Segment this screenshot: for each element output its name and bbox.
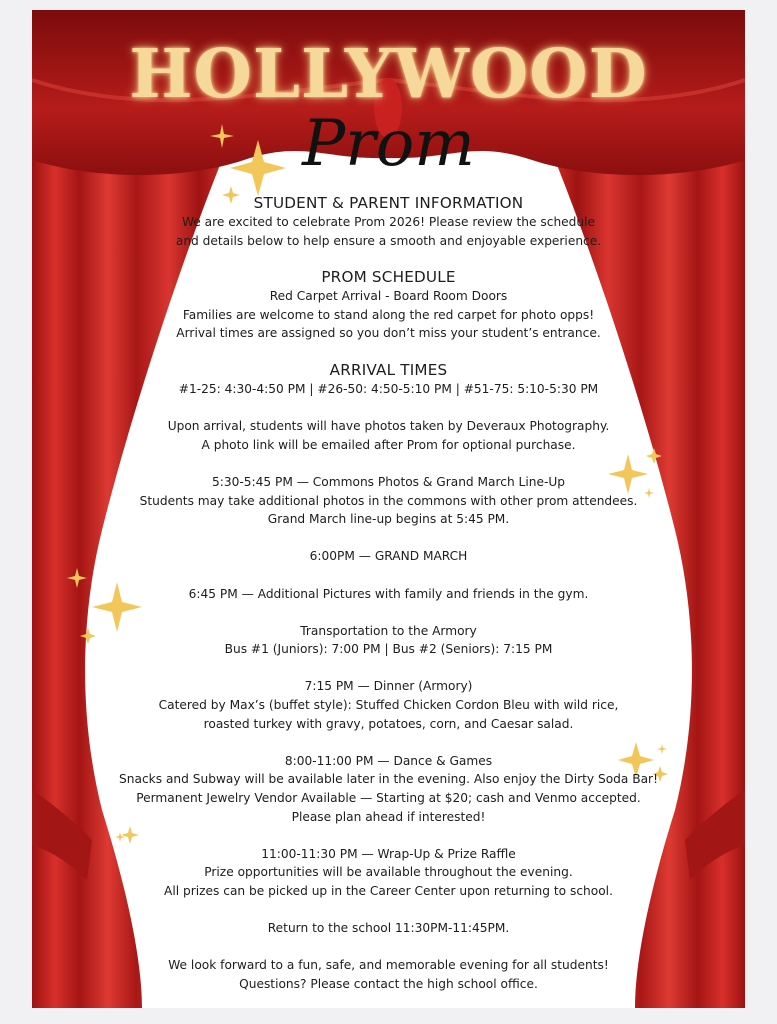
schedule-heading: PROM SCHEDULE bbox=[321, 268, 456, 287]
arrival-heading: ARRIVAL TIMES bbox=[329, 360, 448, 379]
info-line: We are excited to celebrate Prom 2026! Please review the schedule bbox=[181, 215, 596, 229]
info-heading: STUDENT & PARENT INFORMATION bbox=[253, 194, 524, 212]
commons-photos-line: Grand March line-up begins at 5:45 PM. bbox=[267, 512, 510, 527]
arrival-photo-note: Upon arrival, students will have photos taken by Deveraux Photography. bbox=[167, 419, 610, 434]
dance-line: Please plan ahead if interested! bbox=[291, 809, 486, 824]
commons-photos-title: 5:30-5:45 PM — Commons Photos & Grand March Line-Up bbox=[211, 474, 566, 489]
transportation-title: Transportation to the Armory bbox=[300, 623, 477, 638]
info-line: and details below to help ensure a smooth and enjoyable experience. bbox=[175, 233, 602, 248]
return-time: Return to the school 11:30PM-11:45PM. bbox=[267, 921, 510, 936]
additional-pictures: 6:45 PM — Additional Pictures with family and friends in the gym. bbox=[188, 586, 589, 601]
raffle-line: Prize opportunities will be available throughout the evening. bbox=[204, 865, 573, 880]
grand-march: 6:00PM — GRAND MARCH bbox=[309, 549, 468, 564]
raffle-line: All prizes can be picked up in the Career Center upon returning to school. bbox=[164, 884, 613, 898]
transportation-line: Bus #1 (Juniors): 7:00 PM | Bus #2 (Seniors): 7:15 PM bbox=[224, 642, 553, 657]
flyer-body bbox=[92, 193, 685, 994]
commons-photos-line: Students may take additional photos in the commons with other prom attendees. bbox=[139, 493, 638, 508]
prom-flyer bbox=[32, 10, 745, 1008]
dance-line: Permanent Jewelry Vendor Available — Starting at $20; cash and Venmo accepted. bbox=[136, 791, 641, 806]
closing-line: Questions? Please contact the high school office. bbox=[239, 976, 538, 991]
schedule-line: Red Carpet Arrival - Board Room Doors bbox=[269, 289, 508, 304]
schedule-line: Arrival times are assigned so you don’t miss your student’s entrance. bbox=[176, 326, 601, 341]
poster-subtitle: Prom bbox=[302, 107, 475, 181]
poster-title: HOLLYWOOD bbox=[129, 34, 648, 113]
dinner-title: 7:15 PM — Dinner (Armory) bbox=[304, 679, 473, 694]
dance-line: Snacks and Subway will be available later in the evening. Also enjoy the Dirty Soda Bar! bbox=[119, 772, 658, 787]
arrival-photo-note: A photo link will be emailed after Prom for optional purchase. bbox=[201, 437, 576, 452]
schedule-line: Families are welcome to stand along the red carpet for photo opps! bbox=[182, 307, 595, 322]
arrival-times: #1-25: 4:30-4:50 PM | #26-50: 4:50-5:10 PM | #51-75: 5:10-5:30 PM bbox=[178, 381, 599, 396]
dinner-line: roasted turkey with gravy, potatoes, corn, and Caesar salad. bbox=[203, 716, 574, 731]
raffle-title: 11:00-11:30 PM — Wrap-Up & Prize Raffle bbox=[261, 846, 516, 861]
dinner-line: Catered by Max’s (buffet style): Stuffed Chicken Cordon Bleu with wild rice, bbox=[158, 698, 619, 713]
dance-title: 8:00-11:00 PM — Dance & Games bbox=[284, 753, 493, 768]
closing-line: We look forward to a fun, safe, and memorable evening for all students! bbox=[168, 958, 609, 973]
